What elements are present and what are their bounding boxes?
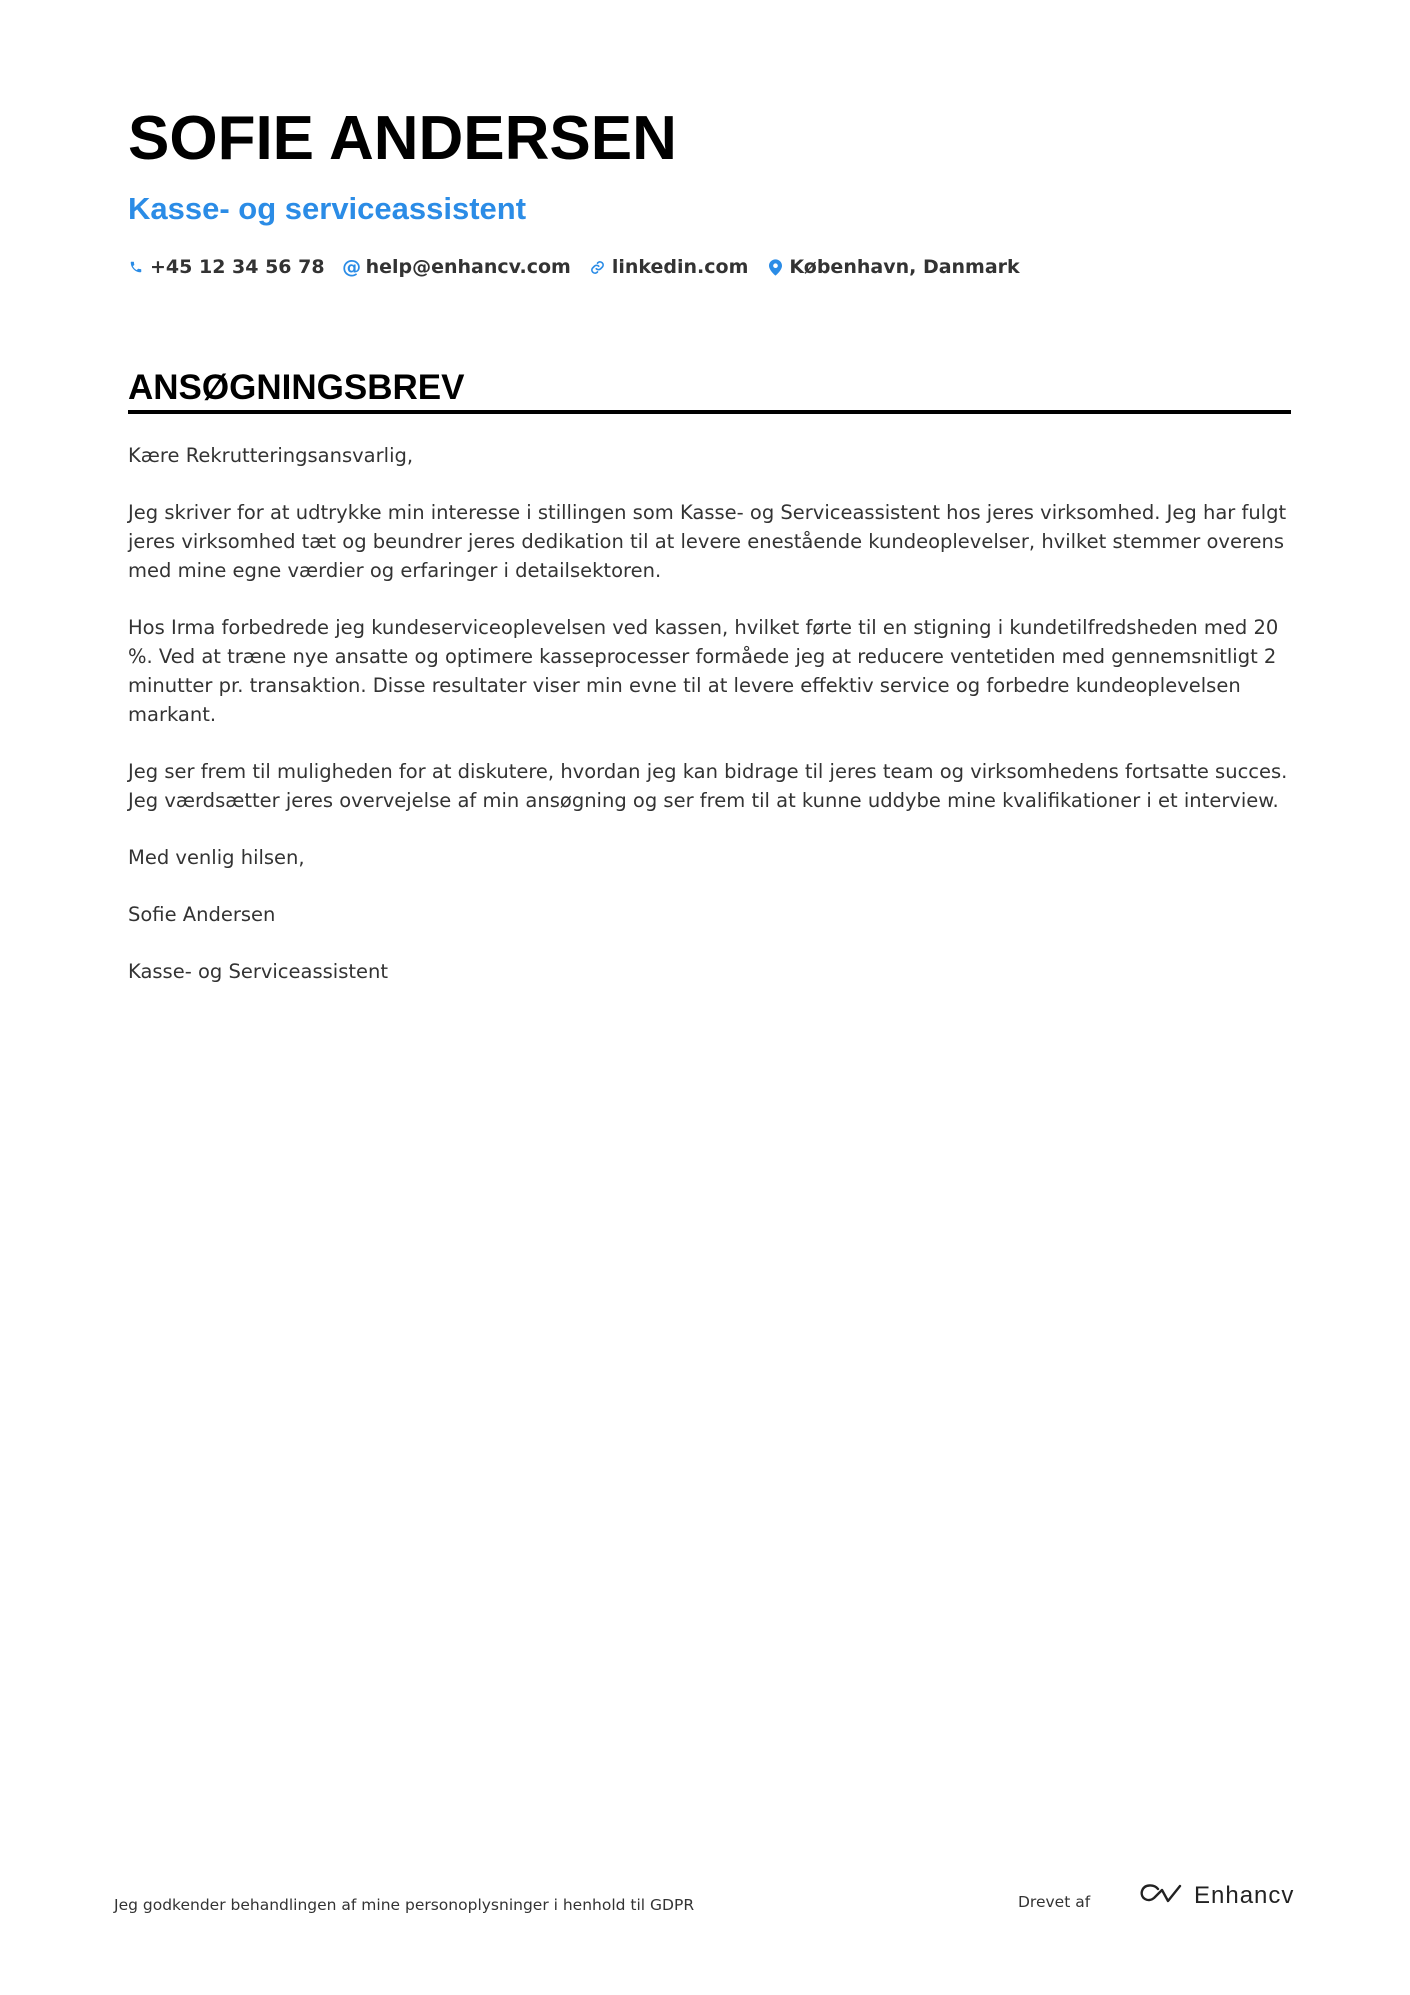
link-text[interactable]: linkedin.com [611,256,749,278]
contact-location [767,256,1019,278]
location-pin-icon [767,258,783,276]
contact-link[interactable] [590,256,749,278]
gdpr-consent-note: Jeg godkender behandlingen af mine personoplysninger i henhold til GDPR [114,1896,695,1914]
job-title: Kasse- og serviceassistent [128,191,527,226]
signature-name: Sofie Andersen [128,903,276,926]
powered-by-label: Drevet af [1018,1893,1091,1911]
email-text[interactable]: help@enhancv.com [365,256,571,278]
enhancv-brand[interactable] [1138,1882,1294,1910]
applicant-name: SOFIE ANDERSEN [128,104,677,173]
letter-greeting: Kære Rekrutteringsansvarlig, [128,444,414,467]
letter-paragraph: Hos Irma forbedrede jeg kundeserviceoplevelsen ved kassen, hvilket førte til en stigning i kundetilfredsheden med 20 %. Ved at træne nye ansatte og optimere kasseprocesser formåede jeg at reducere ventetiden med gennemsnitligt 2 minutter pr. transaktion. Disse resultater viser min evne til at levere effektiv service og forbedre kundeoplevelsen markant. [128,616,1279,726]
contact-bar [128,256,1039,278]
letter-paragraph: Jeg skriver for at udtrykke min interesse i stillingen som Kasse- og Serviceassistent hos jeres virksomhed. Jeg har fulgt jeres virksomhed tæt og beundrer jeres dedikation til at levere enestående kundeoplevelser, hvilket stemmer overens med mine egne værdier og erfaringer i detailsektoren. [128,501,1287,582]
contact-phone [128,256,325,278]
enhancv-brand-name: Enhancv [1194,1882,1295,1909]
letter-closing: Med venlig hilsen, [128,846,305,869]
at-icon: @ [342,255,362,278]
letter-paragraph: Jeg ser frem til muligheden for at diskutere, hvordan jeg kan bidrage til jeres team og virksomhedens fortsatte succes. Jeg værdsætter jeres overvejelse af min ansøgning og ser frem til at kunne uddybe mine kvalifikationer i et interview. [128,760,1288,812]
contact-email[interactable] [344,256,571,278]
enhancv-logo-icon [1138,1882,1184,1910]
phone-text: +45 12 34 56 78 [150,256,325,278]
phone-icon [128,258,144,276]
link-icon [590,258,606,276]
section-divider [128,410,1291,414]
signature-title: Kasse- og Serviceassistent [128,960,389,983]
section-title: ANSØGNINGSBREV [128,368,465,407]
location-text: København, Danmark [789,256,1020,278]
letter-body [128,441,1291,1014]
